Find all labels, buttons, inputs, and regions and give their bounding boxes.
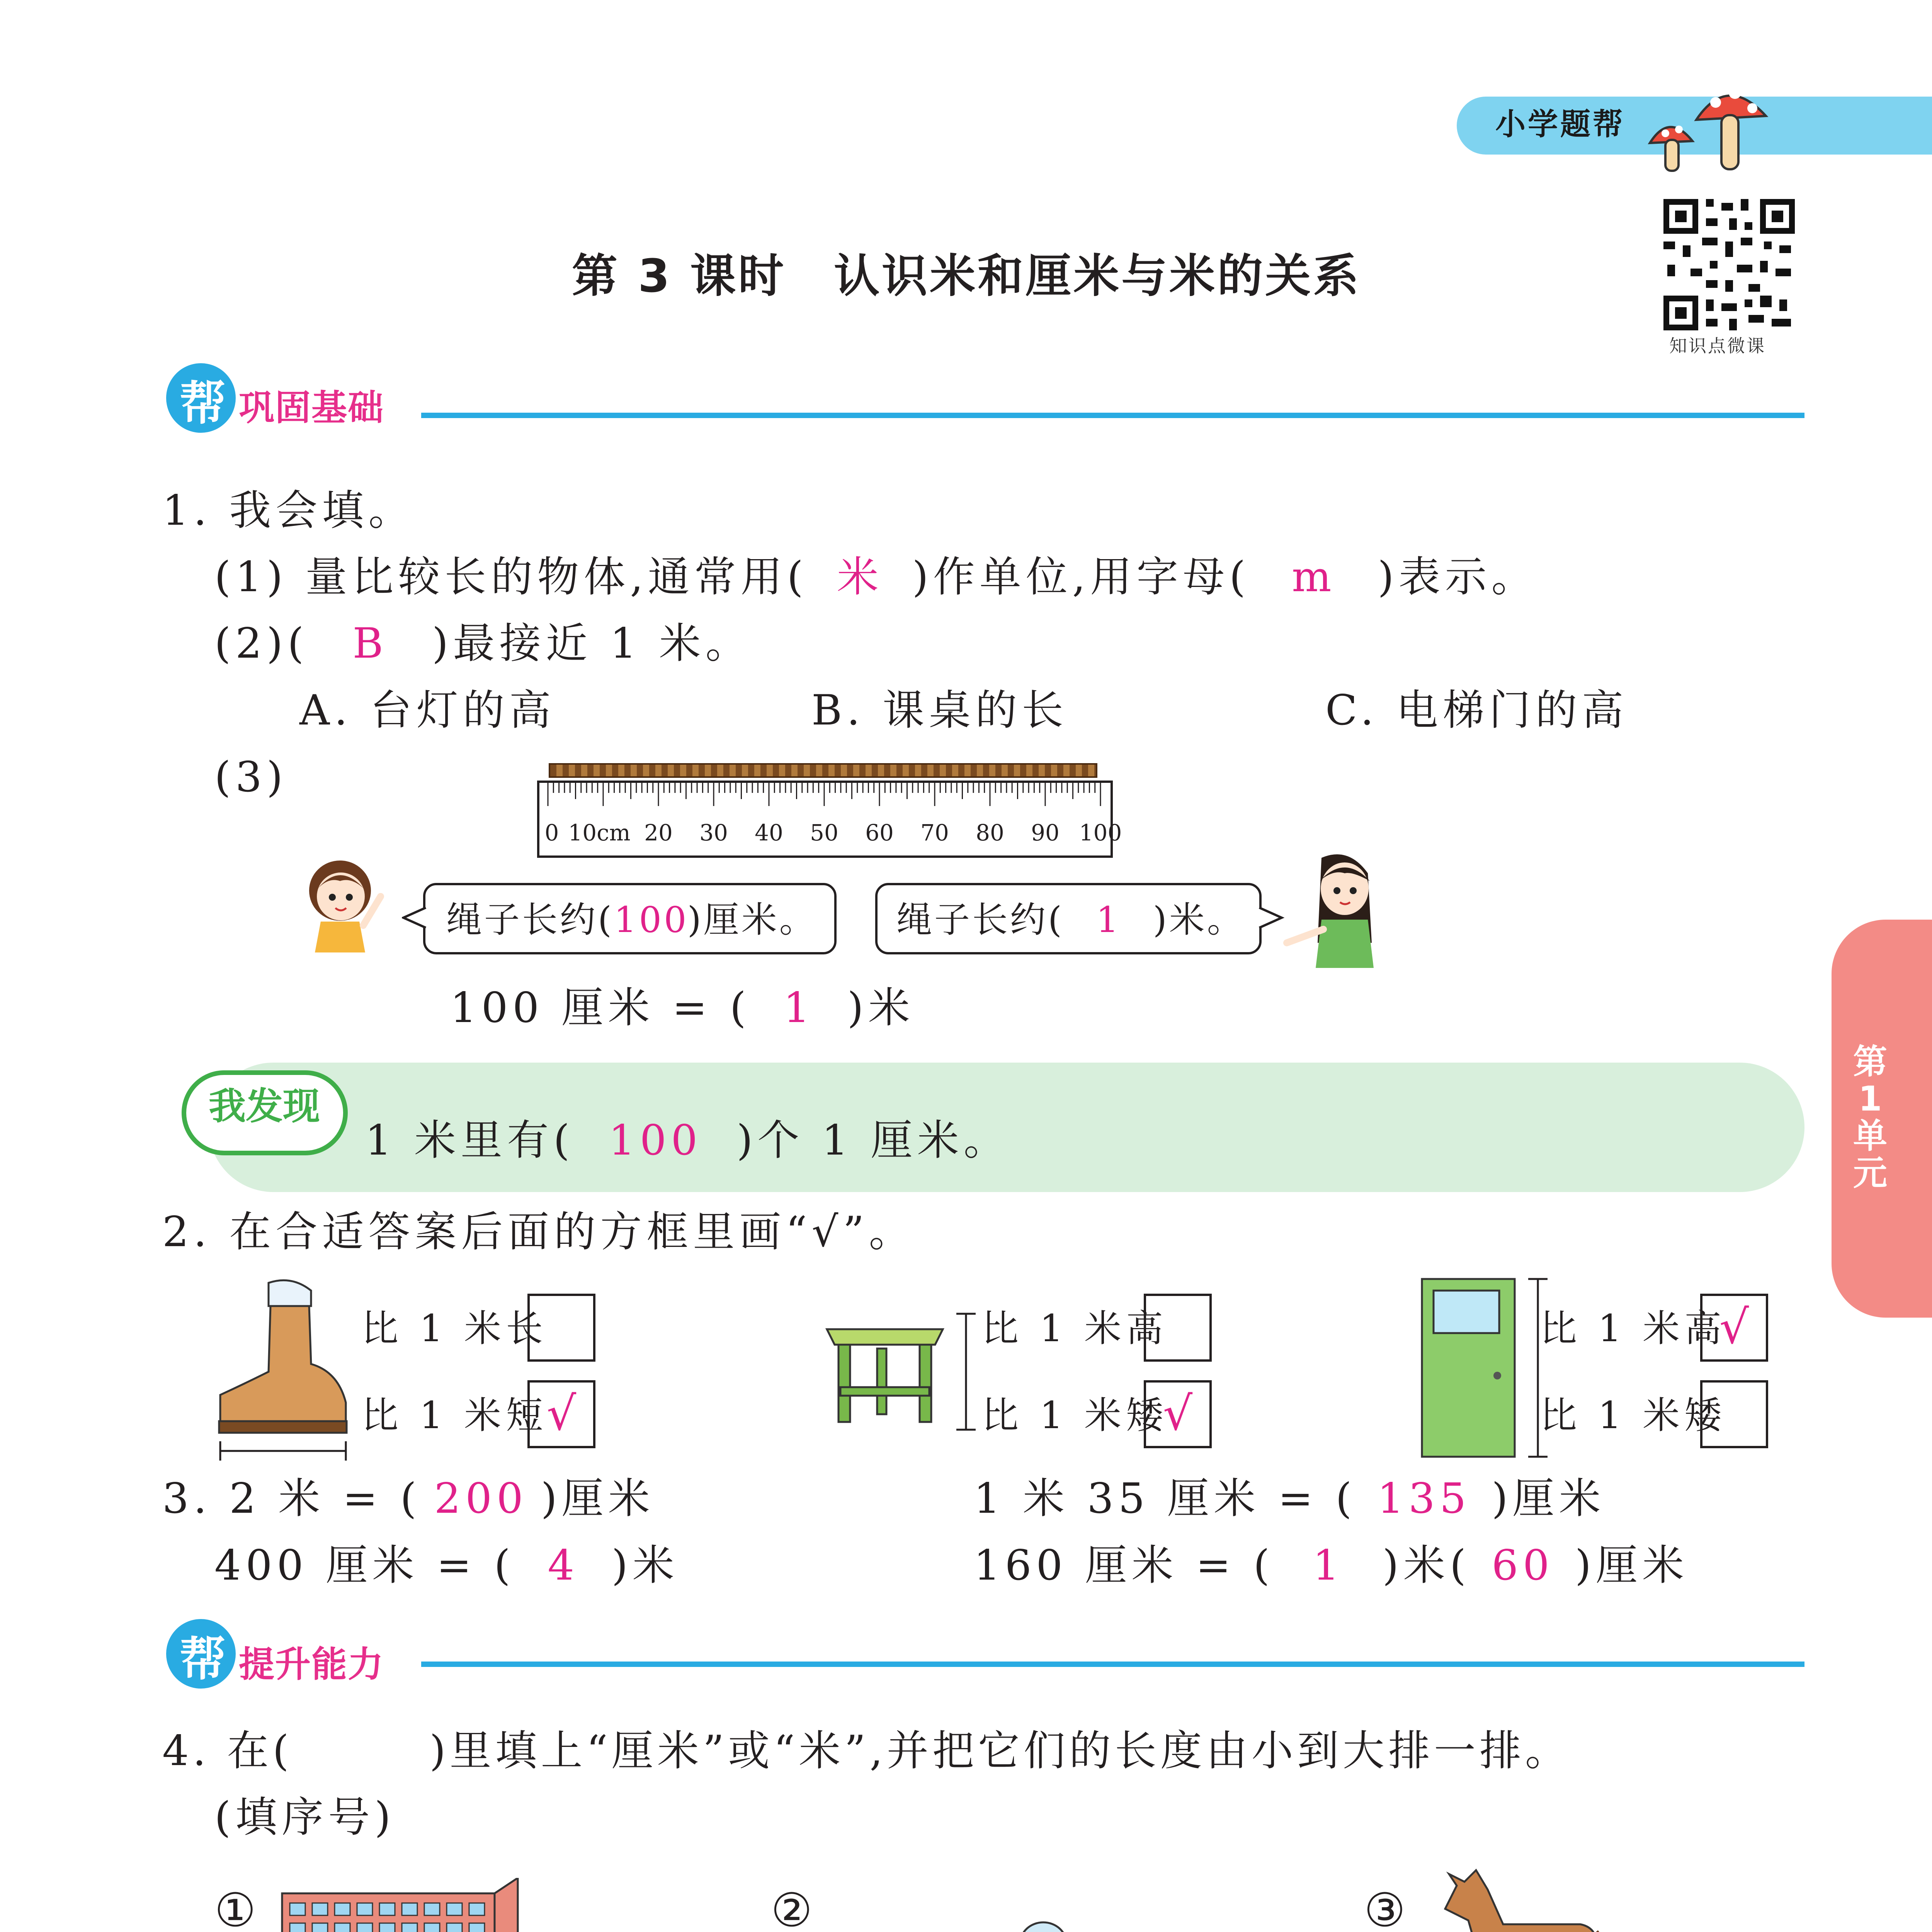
q1-p1-answer-letter: m	[1292, 553, 1336, 601]
q1-p2-text-a: (2)(	[214, 619, 309, 668]
q2-item2-opt2: 比 1 米矮	[981, 1394, 1168, 1437]
q4-num1: ①	[214, 1884, 261, 1932]
ruler-label: 10cm	[568, 820, 631, 846]
q3-r1-answer: 200	[434, 1475, 528, 1523]
q2-item3-opt2: 比 1 米矮	[1540, 1394, 1726, 1437]
door-illustration	[1414, 1275, 1561, 1461]
ruler-label: 70	[920, 820, 949, 846]
q3-r1-a: 3. 2 米 = (	[162, 1475, 421, 1523]
speech-bubble-left-tail	[402, 906, 429, 931]
building-window	[335, 1923, 350, 1932]
building-window	[357, 1923, 372, 1932]
q3-r3-a: 1 米 35 厘米 = (	[974, 1475, 1357, 1523]
q1-p2-answer: B	[352, 619, 388, 668]
building-window	[447, 1903, 462, 1915]
q2-item3-opt1: 比 1 米高	[1540, 1307, 1726, 1350]
section-title-basic: 巩固基础	[239, 387, 384, 429]
bubble-right-b: )米。	[1153, 899, 1245, 940]
q1-p1-text-c: )表示。	[1378, 553, 1538, 601]
ruler-label: 90	[1031, 820, 1060, 846]
q3-r2-answer: 4	[548, 1541, 579, 1590]
page-title: 第 3 课时 认识米和厘米与米的关系	[572, 249, 1361, 303]
q2-item1-box1[interactable]	[527, 1294, 595, 1362]
option-a: A. 台灯的高	[299, 686, 556, 735]
q1-equation	[450, 984, 915, 1032]
q3-r4-b: )米(	[1382, 1541, 1471, 1590]
q1-p1-answer-unit: 米	[837, 553, 883, 601]
q3-r3-b: )厘米	[1492, 1475, 1605, 1523]
building-window	[402, 1923, 417, 1932]
q3-row1	[162, 1475, 655, 1523]
girl-right-illustration	[1275, 846, 1403, 970]
bee-illustration	[970, 1917, 1086, 1932]
option-b: B. 课桌的长	[811, 686, 1068, 735]
ruler-label: 80	[976, 820, 1004, 846]
building-window	[379, 1903, 395, 1915]
discover-a: 1 米里有(	[365, 1116, 575, 1165]
q3-r4-answer2: 60	[1492, 1541, 1554, 1590]
brand-name: 小学题帮	[1495, 107, 1626, 142]
q1-part3-label: (3)	[214, 753, 287, 801]
building-window	[447, 1923, 462, 1932]
q2-item2-box2[interactable]: √	[1144, 1380, 1212, 1448]
building-window	[290, 1903, 305, 1915]
ruler-rope	[549, 763, 1097, 778]
q2-item2-box1[interactable]	[1144, 1294, 1212, 1362]
qr-caption: 知识点微课	[1669, 335, 1766, 356]
q3-row3	[974, 1475, 1605, 1523]
q3-row4	[974, 1541, 1689, 1590]
q2-item1-opt1: 比 1 米长	[361, 1307, 548, 1350]
boot-illustration	[214, 1275, 357, 1461]
bubble-left-text	[446, 899, 817, 940]
ruler-label: 30	[699, 820, 728, 846]
q3-row2	[214, 1541, 679, 1590]
q3-r2-a: 400 厘米 = (	[214, 1541, 515, 1590]
q3-r4-answer1: 1	[1313, 1541, 1344, 1590]
ruler-label: 60	[865, 820, 894, 846]
stool-illustration	[819, 1306, 993, 1437]
discover-answer: 100	[609, 1116, 702, 1165]
building-window	[424, 1903, 440, 1915]
q1-p1-text-a: (1) 量比较长的物体,通常用(	[214, 553, 808, 601]
discover-badge: 我发现	[209, 1085, 320, 1128]
unit-tab-label: 第1单元	[1853, 1042, 1887, 1193]
ruler-label: 0	[544, 820, 559, 846]
bubble-right-answer: 1	[1096, 899, 1121, 940]
q2-item3-box1[interactable]: √	[1700, 1294, 1768, 1362]
horse-illustration	[1434, 1859, 1619, 1932]
q3-r4-c: )厘米	[1575, 1541, 1689, 1590]
ruler-label: 40	[755, 820, 783, 846]
discover-b: )个 1 厘米。	[736, 1116, 1010, 1165]
bubble-right-text	[896, 899, 1245, 940]
option-c: C. 电梯门的高	[1325, 686, 1628, 735]
building-illustration	[278, 1878, 537, 1932]
bubble-left-answer: 100	[614, 899, 689, 940]
building-window	[335, 1903, 350, 1915]
q2-item1-box2[interactable]: √	[527, 1380, 595, 1448]
q2-heading: 2. 在合适答案后面的方框里画“√”。	[162, 1208, 915, 1256]
discover-text	[365, 1116, 1010, 1165]
building-window	[469, 1923, 485, 1932]
ruler	[537, 781, 1122, 858]
ruler-label: 100	[1079, 820, 1122, 846]
q1-eq-answer: 1	[783, 984, 815, 1032]
q4-num3: ③	[1364, 1884, 1410, 1932]
q1-p1-text-b: )作单位,用字母(	[912, 553, 1250, 601]
q1-p2-text-b: )最接近 1 米。	[432, 619, 752, 668]
bubble-left-a: 绳子长约(	[446, 899, 614, 940]
bubble-right-a: 绳子长约(	[896, 899, 1064, 940]
q1-heading: 1. 我会填。	[162, 486, 415, 535]
ruler-label: 50	[810, 820, 838, 846]
building-window	[290, 1923, 305, 1932]
section-badge-2: 帮	[180, 1633, 226, 1686]
section-divider-2	[421, 1662, 1804, 1667]
q3-r3-answer: 135	[1377, 1475, 1471, 1523]
qr-code[interactable]	[1660, 195, 1799, 334]
q1-eq-a: 100 厘米 = (	[450, 984, 751, 1032]
building-window	[379, 1923, 395, 1932]
q1-part1	[214, 553, 1538, 601]
building-window	[357, 1903, 372, 1915]
q2-item1-opt2: 比 1 米短	[361, 1394, 548, 1437]
q4-sub: (填序号)	[214, 1793, 396, 1842]
ruler-label: 20	[644, 820, 673, 846]
bubble-left-b: )厘米。	[687, 899, 817, 940]
q4-heading: 4. 在( )里填上“厘米”或“米”,并把它们的长度由小到大排一排。	[162, 1727, 1571, 1775]
q3-r1-b: )厘米	[541, 1475, 655, 1523]
q4-num2: ②	[771, 1884, 817, 1932]
girl-left-illustration	[298, 854, 390, 954]
building-window	[424, 1923, 440, 1932]
q1-eq-b: )米	[847, 984, 915, 1032]
q2-item3-box2[interactable]	[1700, 1380, 1768, 1448]
q1-part2	[214, 619, 752, 668]
q2-item2-opt1: 比 1 米高	[981, 1307, 1168, 1350]
q3-r2-b: )米	[611, 1541, 679, 1590]
building-window	[402, 1903, 417, 1915]
section-title-advance: 提升能力	[239, 1644, 384, 1685]
section-badge: 帮	[180, 377, 226, 430]
section-divider	[421, 413, 1804, 418]
building-window	[469, 1903, 485, 1915]
q3-r4-a: 160 厘米 = (	[974, 1541, 1274, 1590]
building-window	[312, 1903, 328, 1915]
building-window	[312, 1923, 328, 1932]
mushroom-icon	[1638, 70, 1785, 174]
